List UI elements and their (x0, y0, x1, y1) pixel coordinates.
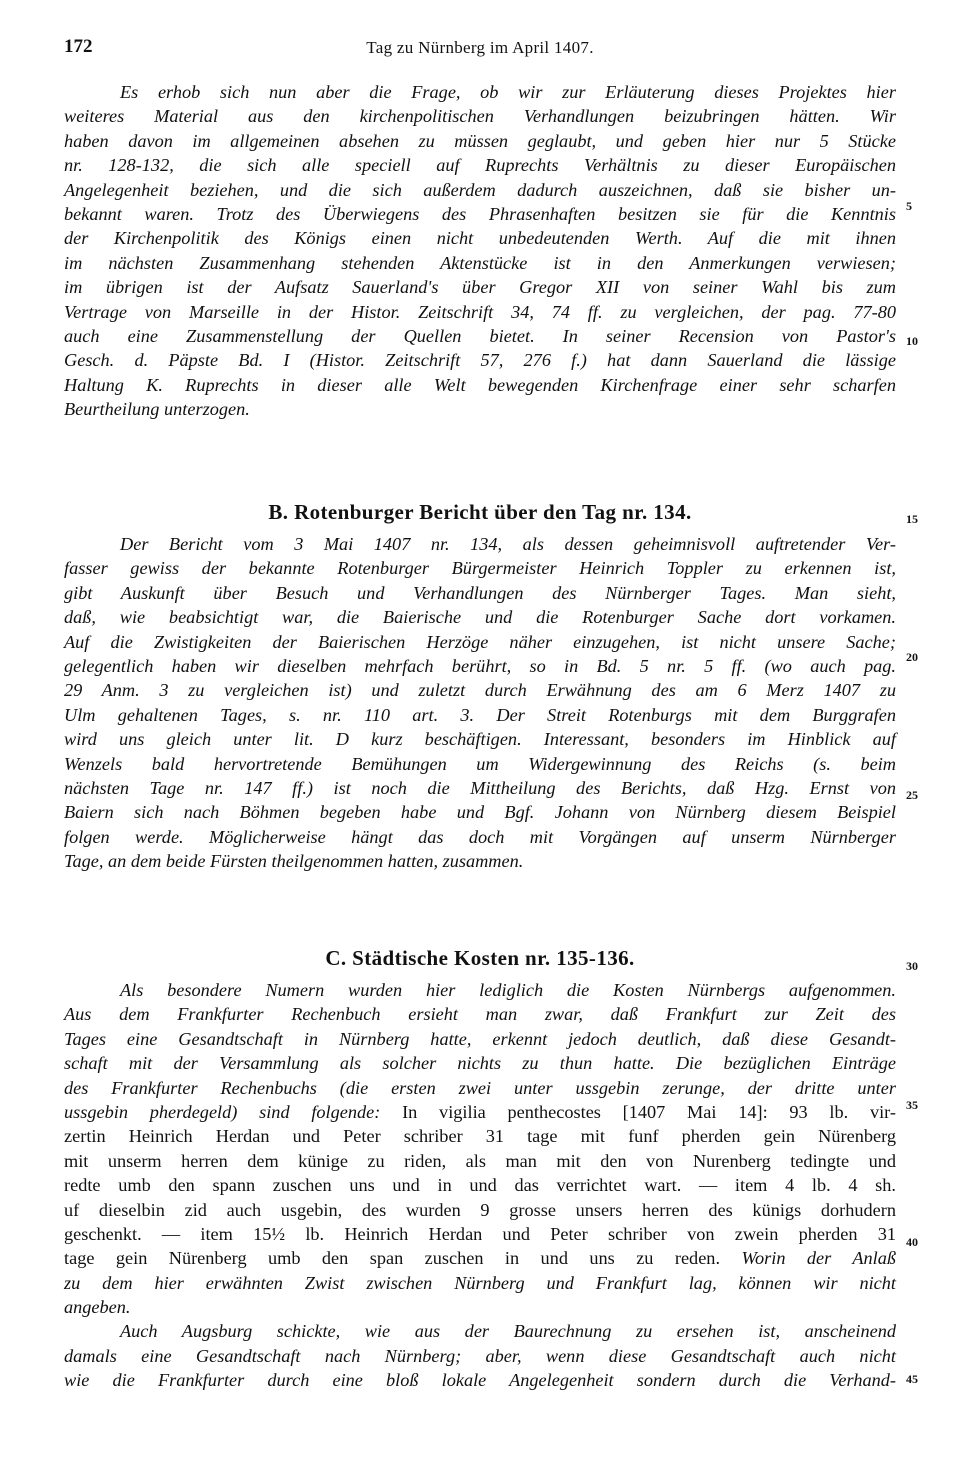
text-line: Vertrage von Marseille in der Histor. Zeitschrift 34, 74 ff. zu vergleichen, der pag. 77-80 (64, 301, 896, 322)
text-line: redte umb den spann zuschen uns und in und das verrichtet wart. — item 4 lb. 4 sh. (64, 1175, 896, 1196)
text-line: Baiern sich nach Böhmen begeben habe und Bgf. Johann von Nürnberg diesem Beispiel (64, 802, 896, 823)
text-line: Beurtheilung unterzogen. (64, 399, 250, 420)
page-number: 172 (64, 36, 93, 57)
text-line: folgen werde. Möglicherweise hängt das doch mit Vorgängen auf unserm Nürnberger (64, 826, 896, 847)
text-line: wie die Frankfurter durch eine bloß lokale Angelegenheit sondern durch die Verhand- (64, 1370, 896, 1391)
text-line: Tages eine Gesandtschaft in Nürnberg hatte, erkennt jedoch deutlich, daß diese Gesandt- (64, 1028, 896, 1049)
text-line: angeben. (64, 1297, 131, 1318)
text-line: mit unserm herren dem künige zu riden, als man mit den von Nurenberg tedingte und (64, 1150, 896, 1171)
margin-line-number: 40 (906, 1235, 918, 1249)
text-line: Wenzels bald hervortretende Bemühungen um Widergewinnung des Reichs (s. beim (64, 753, 896, 774)
text-line: weiteres Material aus den kirchenpolitischen Verhandlungen beizubringen hätten. Wir (64, 106, 896, 127)
margin-line-number: 35 (906, 1098, 918, 1112)
text-line: im nächsten Zusammenhang stehenden Aktenstücke ist in den Anmerkungen verwiesen; (64, 252, 896, 273)
section-c-paragraph (64, 978, 896, 1393)
text-line: Aus dem Frankfurter Rechenbuch ersieht man zwar, daß Frankfurt zur Zeit des (64, 1004, 896, 1025)
section-c-heading: C. Städtische Kosten nr. 135-136. (325, 946, 635, 970)
roman-segment: tage gein Nürenberg umb den span zuschen in und uns zu reden. (64, 1248, 721, 1269)
text-line: nächsten Tage nr. 147 ff.) ist noch die Mittheilung des Berichts, daß Hzg. Ernst von (64, 777, 896, 798)
text-line: Auf die Zwistigkeiten der Baierischen Herzöge näher einzugehen, ist nicht unsere Sache; (64, 631, 896, 652)
intro-paragraph (64, 80, 896, 421)
text-line: auch eine Zusammenstellung der Quellen bietet. In seiner Recension von Pastor's (64, 325, 896, 346)
text-line: 29 Anm. 3 zu vergleichen ist) und zuletzt durch Erwähnung des am 6 Merz 1407 zu (64, 680, 896, 701)
text-line: nr. 128-132, die sich alle speciell auf Ruprechts Verhältnis zu dieser Europäischen (64, 155, 896, 176)
margin-line-number: 20 (906, 650, 918, 664)
margin-line-number: 30 (906, 959, 918, 973)
text-line: bekannt waren. Trotz des Überwiegens des Phrasenhaften besitzen sie für die Kenntnis (64, 203, 896, 224)
text-line: Der Bericht vom 3 Mai 1407 nr. 134, als dessen geheimnisvoll auftretender Ver- (120, 534, 896, 554)
text-line: Auch Augsburg schickte, wie aus der Baurechnung zu ersehen ist, anscheinend (120, 1321, 896, 1342)
text-line: Tage, an dem beide Fürsten theilgenommen hatten, zusammen. (64, 851, 524, 872)
text-line: damals eine Gesandtschaft nach Nürnberg; aber, wenn diese Gesandtschaft auch nicht (64, 1345, 896, 1366)
text-line: geschenkt. — item 15½ lb. Heinrich Herdan und Peter schriber von zwein pherden 31 (64, 1223, 896, 1244)
margin-line-number: 5 (906, 199, 912, 213)
text-line: im übrigen ist der Aufsatz Sauerland's über Gregor XII von seiner Wahl bis zum (64, 277, 896, 298)
text-line (64, 1100, 896, 1124)
section-b-heading: B. Rotenburger Bericht über den Tag nr. 134. (268, 500, 692, 524)
text-line: Es erhob sich nun aber die Frage, ob wir zur Erläuterung dieses Projektes hier (120, 82, 896, 102)
text-line: uf dieselbin zid auch usgebin, des wurden 9 grosse unsers herren des künigs dorhudern (64, 1199, 896, 1220)
text-line: der Kirchenpolitik des Königs einen nicht unbedeutenden Werth. Auf die mit ihnen (64, 228, 896, 249)
text-line: zertin Heinrich Herdan und Peter schriber 31 tage mit funf pherden gein Nürenberg (64, 1126, 896, 1147)
text-line: schaft mit der Versammlung als solcher nichts zu thun hatte. Die bezüglichen Einträge (64, 1053, 896, 1074)
margin-line-number: 45 (906, 1372, 918, 1386)
text-line: daß, wie beabsichtigt war, die Baierische und die Rotenburger Sache dort vorkamen. (64, 607, 896, 628)
margin-line-number: 25 (906, 788, 918, 802)
text-line: zu dem hier erwähnten Zwist zwischen Nürnberg und Frankfurt lag, können wir nicht (64, 1272, 896, 1293)
italic-segment: Worin der Anlaß (720, 1248, 896, 1269)
text-line: Angelegenheit beziehen, und die sich außerdem dadurch auszeichnen, daß sie bisher un- (64, 179, 896, 200)
text-line: gelegentlich haben wir dieselben mehrfach berührt, so in Bd. 5 nr. 5 ff. (wo auch pag. (64, 655, 896, 676)
text-line: Gesch. d. Päpste Bd. I (Histor. Zeitschrift 57, 276 f.) hat dann Sauerland die lässige (64, 350, 896, 371)
margin-line-number: 15 (906, 512, 918, 526)
roman-segment: In vigilia penthecostes [1407 Mai 14]: 93 lb. vir- (380, 1101, 896, 1122)
text-line: Haltung K. Ruprechts in dieser alle Welt bewegenden Kirchenfrage einer sehr scharfen (64, 374, 896, 395)
text-line: wird uns gleich unter lit. D kurz beschäftigen. Interessant, besonders im Hinblick auf (64, 729, 896, 750)
running-title: Tag zu Nürnberg im April 1407. (366, 38, 594, 57)
margin-line-number: 10 (906, 334, 918, 348)
text-line: gibt Auskunft über Besuch und Verhandlungen des Nürnberger Tages. Man sieht, (64, 582, 896, 603)
section-b-paragraph (64, 532, 896, 873)
text-line: fasser gewiss der bekannte Rotenburger Bürgermeister Heinrich Toppler zu erkennen ist, (64, 558, 896, 579)
text-line: Ulm gehaltenen Tages, s. nr. 110 art. 3. Der Streit Rotenburgs mit dem Burggrafen (64, 704, 896, 725)
text-line: des Frankfurter Rechenbuchs (die ersten zwei unter ussgebin zerunge, der dritte unter (64, 1077, 896, 1098)
text-line: Als besondere Numern wurden hier lediglich die Kosten Nürnbergs aufgenommen. (120, 980, 896, 1000)
page-header (64, 36, 896, 64)
italic-segment: ussgebin pherdegeld) sind folgende: (64, 1101, 381, 1122)
text-line (64, 1246, 896, 1270)
text-line: haben davon im allgemeinen absehen zu müssen geglaubt, und geben hier nur 5 Stücke (64, 130, 896, 151)
